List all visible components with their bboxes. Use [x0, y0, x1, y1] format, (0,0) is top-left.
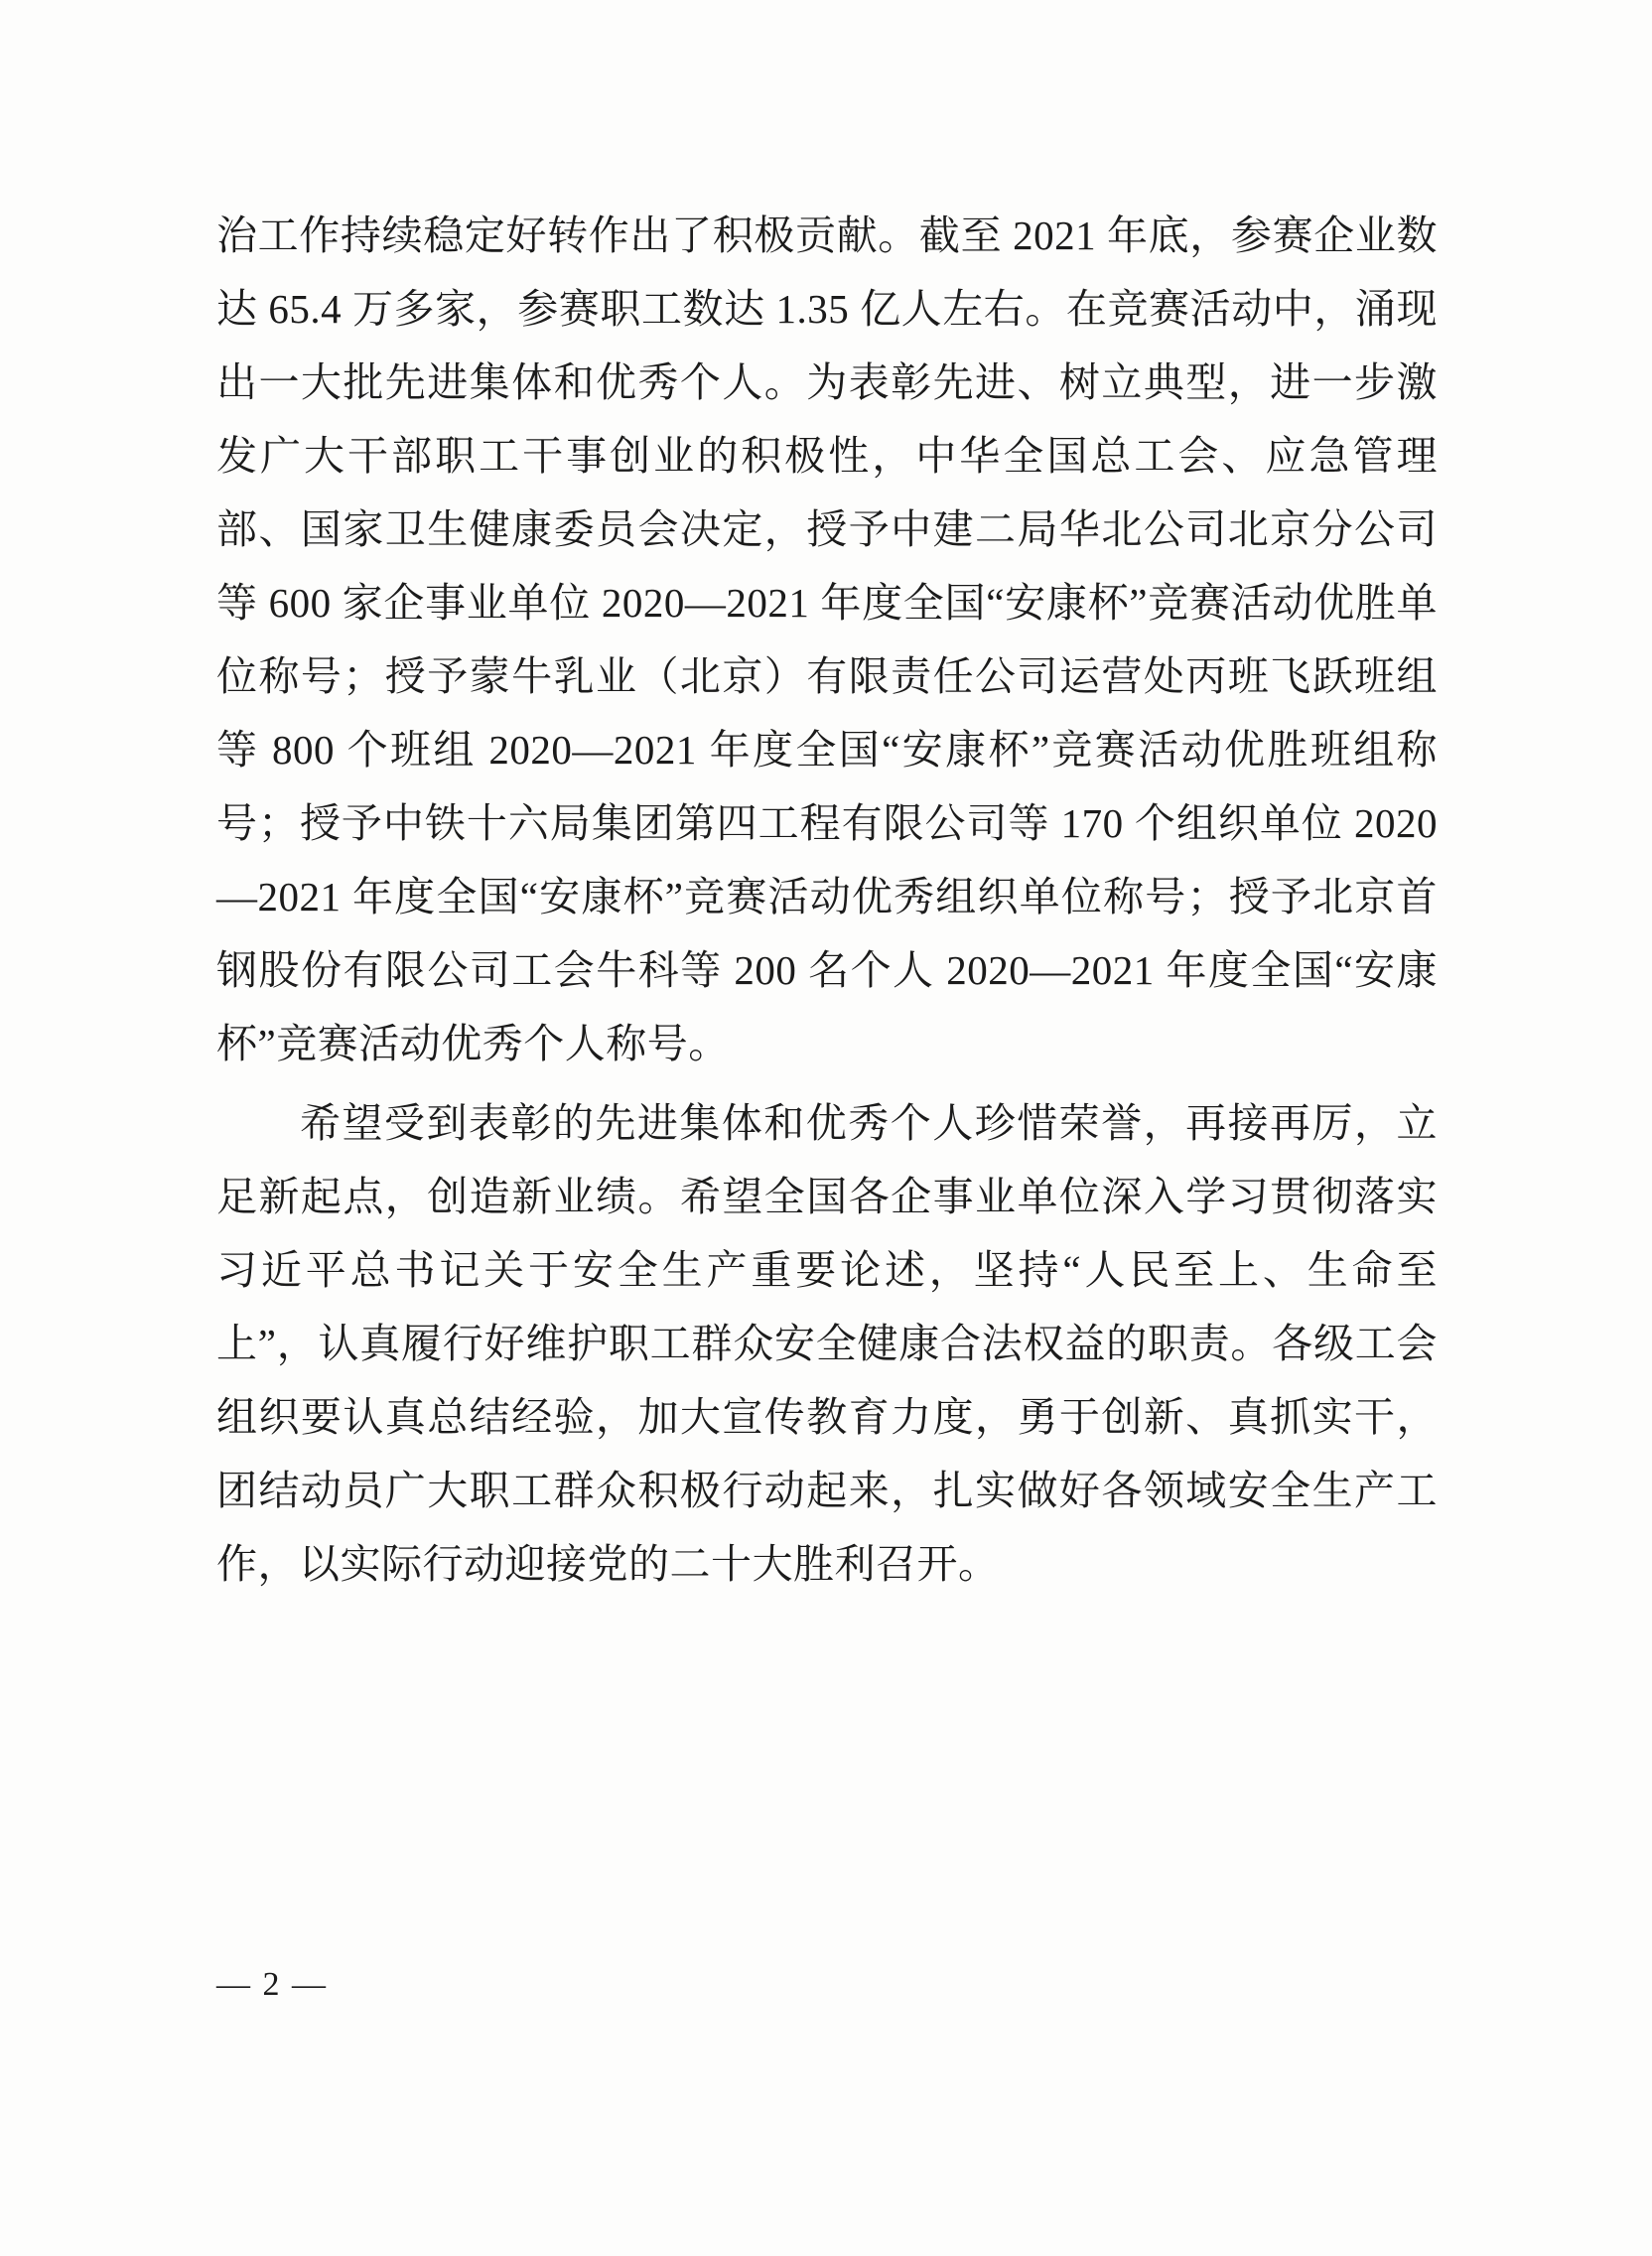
- document-body: [216, 199, 1438, 1607]
- paragraph-hope: 希望受到表彰的先进集体和优秀个人珍惜荣誉，再接再厉，立足新起点，创造新业绩。希望全国各企事业单位深入学习贯彻落实习近平总书记关于安全生产重要论述，坚持“人民至上、生命至上”，认真履行好维护职工群众安全健康合法权益的职责。各级工会组织要认真总结经验，加大宣传教育力度，勇于创新、真抓实干，团结动员广大职工群众积极行动起来，扎实做好各领域安全生产工作，以实际行动迎接党的二十大胜利召开。: [216, 1100, 1438, 1587]
- paragraph-continuation: 治工作持续稳定好转作出了积极贡献。截至 2021 年底，参赛企业数达 65.4 万多家，参赛职工数达 1.35 亿人左右。在竞赛活动中，涌现出一大批先进集体和优秀个人。为表彰先进、树立典型，进一步激发广大干部职工干事创业的积极性，中华全国总工会、应急管理部、国家卫生健康委员会决定，授予中建二局华北公司北京分公司等 600 家企事业单位 2020—2021 年度全国“安康杯”竞赛活动优胜单位称号；授予蒙牛乳业（北京）有限责任公司运营处丙班飞跃班组等 800 个班组 2020—2021 年度全国“安康杯”竞赛活动优胜班组称号；授予中铁十六局集团第四工程有限公司等 170 个组织单位 2020—2021 年度全国“安康杯”竞赛活动优秀组织单位称号；授予北京首钢股份有限公司工会牛科等 200 名个人 2020—2021 年度全国“安康杯”竞赛活动优秀个人称号。: [216, 212, 1438, 1066]
- page-number: — 2 —: [216, 1966, 328, 2003]
